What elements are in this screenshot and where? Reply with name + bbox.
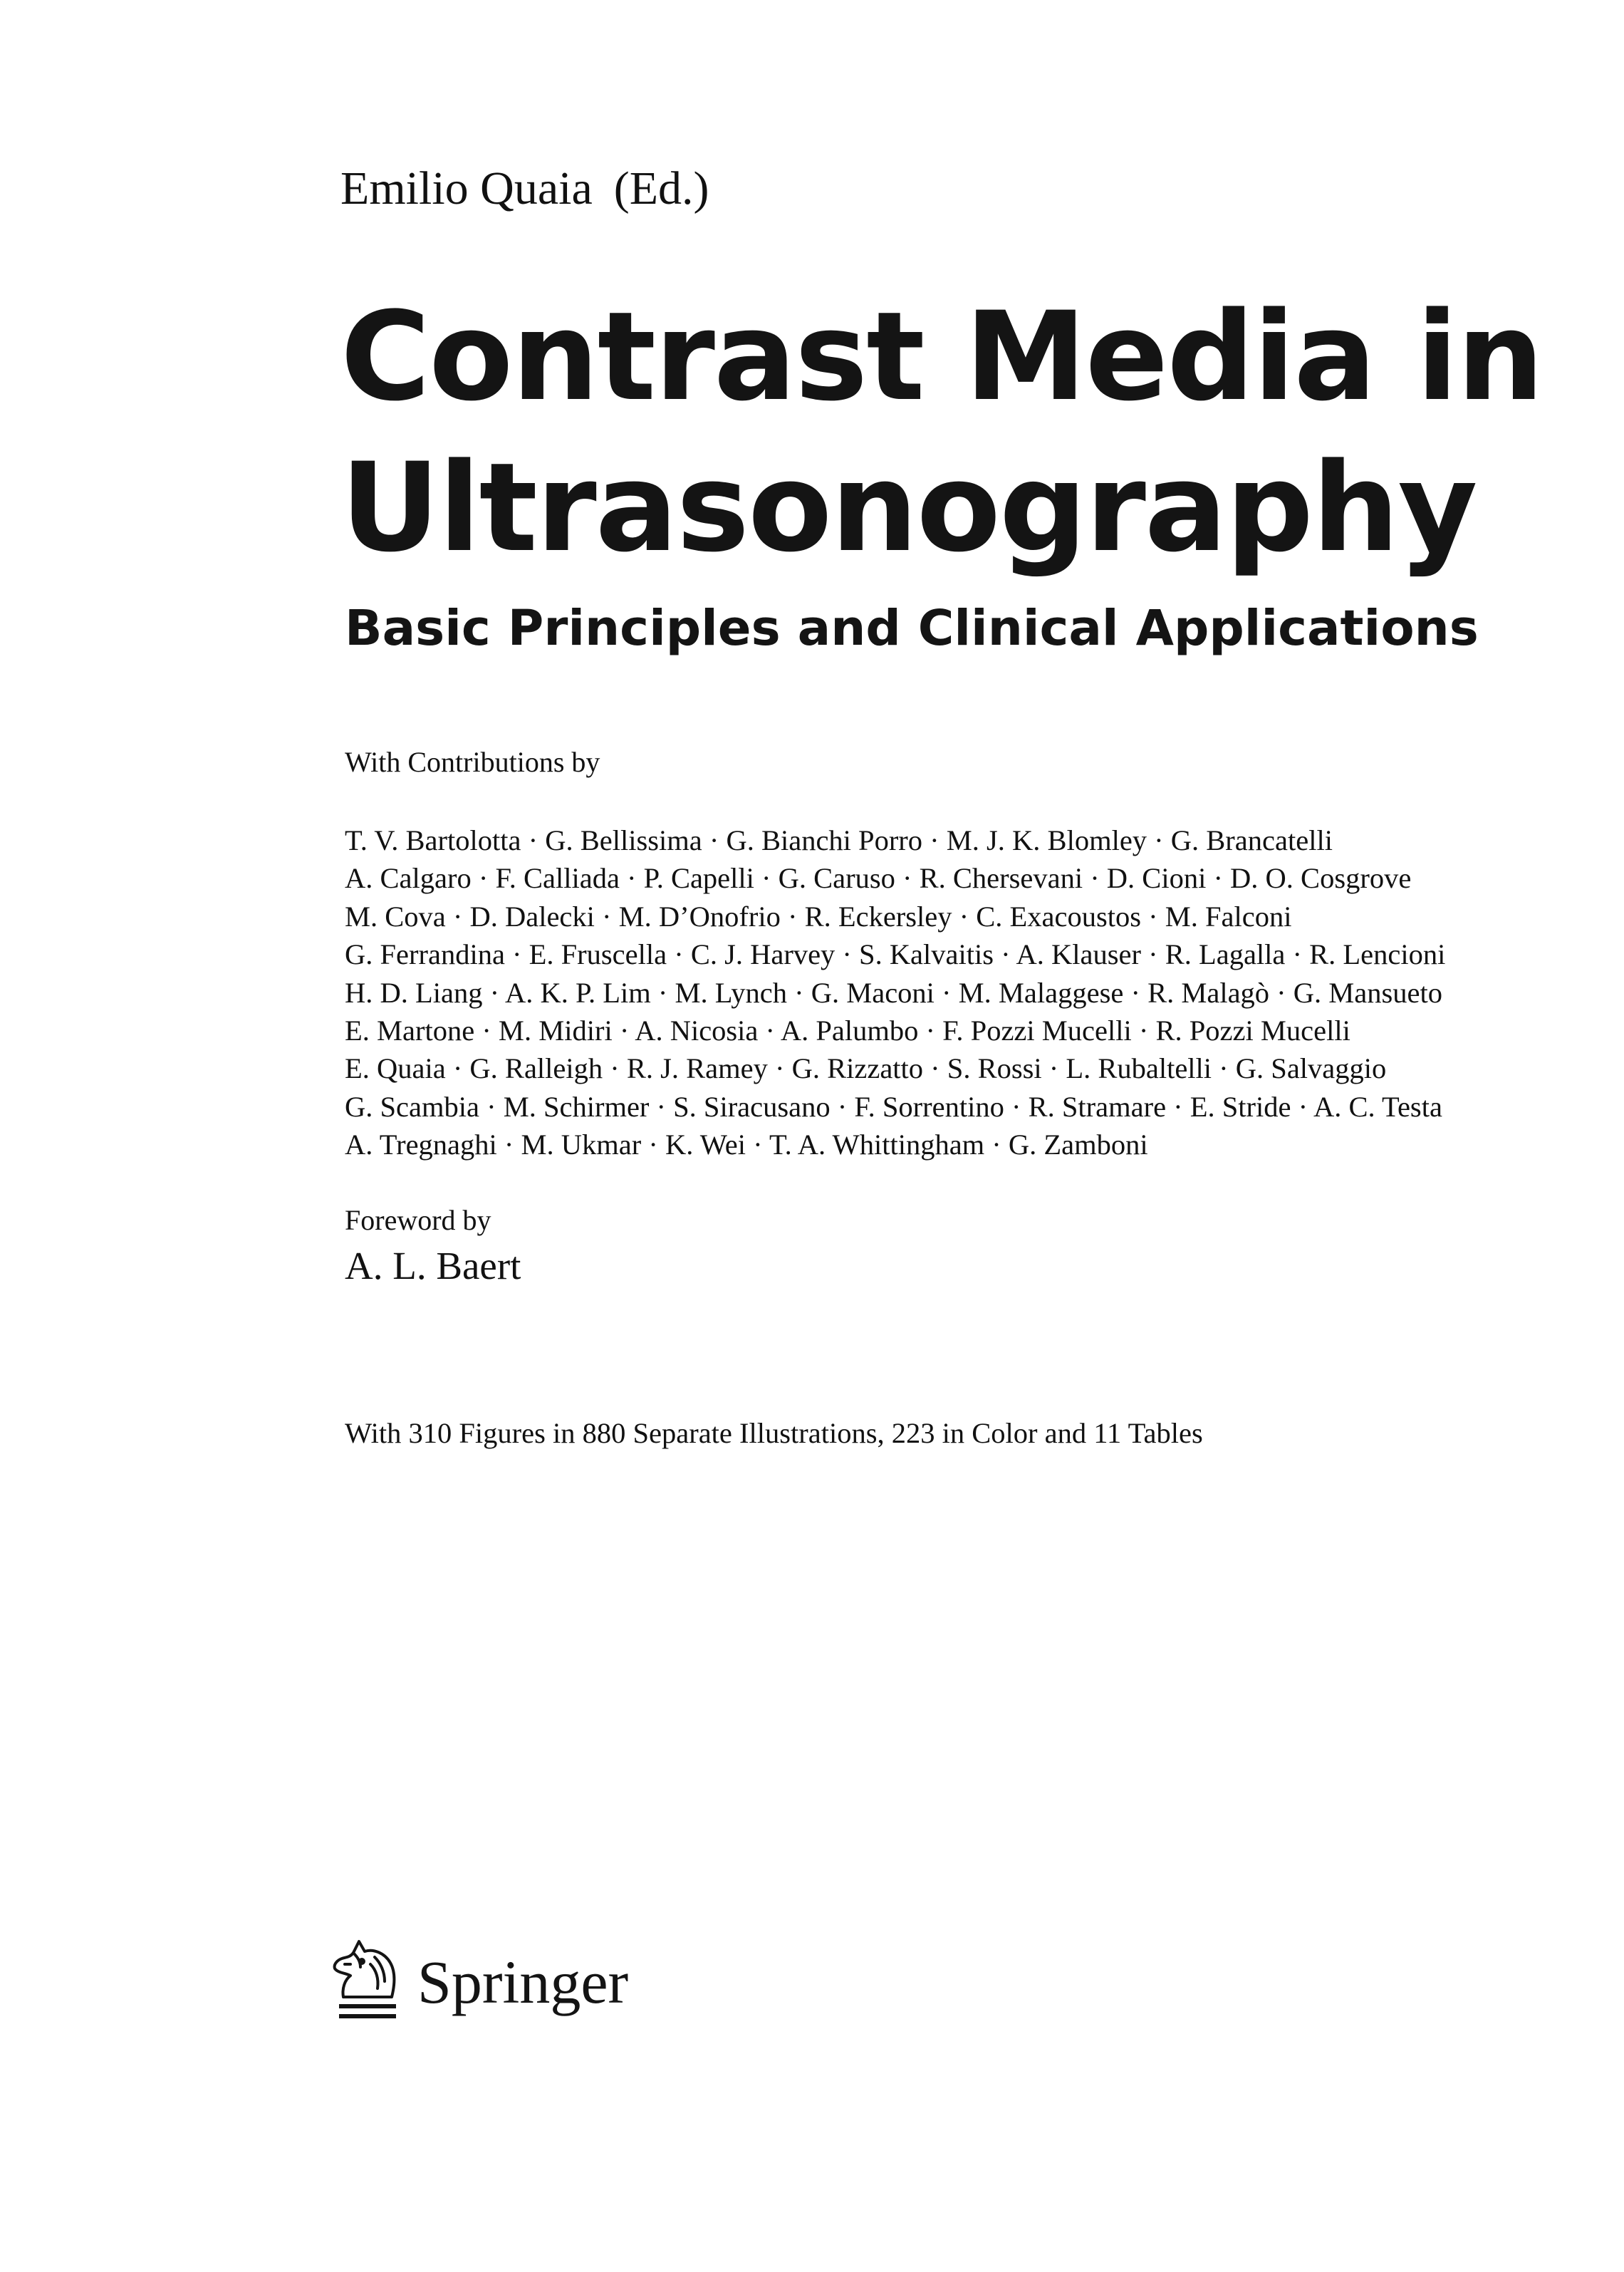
- contributors-list: [345, 821, 1445, 1164]
- publisher-name: Springer: [417, 1948, 629, 2016]
- contributors-line: H. D. Liang · A. K. P. Lim · M. Lynch · G. Maconi · M. Malaggese · R. Malagò · G. Mansueto: [345, 976, 1443, 1009]
- contributors-line: A. Tregnaghi · M. Ukmar · K. Wei · T. A. Whittingham · G. Zamboni: [345, 1129, 1148, 1161]
- book-title-line-1: Contrast Media in: [340, 285, 1543, 428]
- foreword-label: Foreword by: [345, 1204, 491, 1236]
- editor-role: (Ed.): [613, 162, 709, 214]
- contributions-label: With Contributions by: [345, 746, 600, 778]
- contributors-line: G. Scambia · M. Schirmer · S. Siracusano · F. Sorrentino · R. Stramare · E. Stride · A. C. Testa: [345, 1090, 1442, 1123]
- contributors-line: G. Ferrandina · E. Fruscella · C. J. Harvey · S. Kalvaitis · A. Klauser · R. Lagalla · R. Lencioni: [345, 938, 1446, 971]
- contributors-line: E. Martone · M. Midiri · A. Nicosia · A. Palumbo · F. Pozzi Mucelli · R. Pozzi Mucelli: [345, 1015, 1350, 1047]
- contributors-line: M. Cova · D. Dalecki · M. D’Onofrio · R. Eckersley · C. Exacoustos · M. Falconi: [345, 900, 1292, 933]
- book-title-line-2: Ultrasonography: [340, 436, 1477, 579]
- springer-horse-head-icon: [329, 1936, 407, 2028]
- contributors-line: T. V. Bartolotta · G. Bellissima · G. Bianchi Porro · M. J. K. Blomley · G. Brancatelli: [345, 824, 1333, 856]
- book-title: [340, 281, 1551, 583]
- figures-note: With 310 Figures in 880 Separate Illustrations, 223 in Color and 11 Tables: [345, 1417, 1203, 1449]
- contributors-line: E. Quaia · G. Ralleigh · R. J. Ramey · G. Rizzatto · S. Rossi · L. Rubaltelli · G. Salvaggio: [345, 1052, 1387, 1085]
- book-subtitle: Basic Principles and Clinical Applications: [345, 600, 1479, 657]
- editor-line: [340, 162, 709, 214]
- publisher-imprint: [329, 1932, 628, 2032]
- contributors-line: A. Calgaro · F. Calliada · P. Capelli · G. Caruso · R. Chersevani · D. Cioni · D. O. Cosgrove: [345, 862, 1412, 895]
- foreword-author: A. L. Baert: [345, 1244, 521, 1287]
- editor-name: Emilio Quaia: [340, 162, 593, 214]
